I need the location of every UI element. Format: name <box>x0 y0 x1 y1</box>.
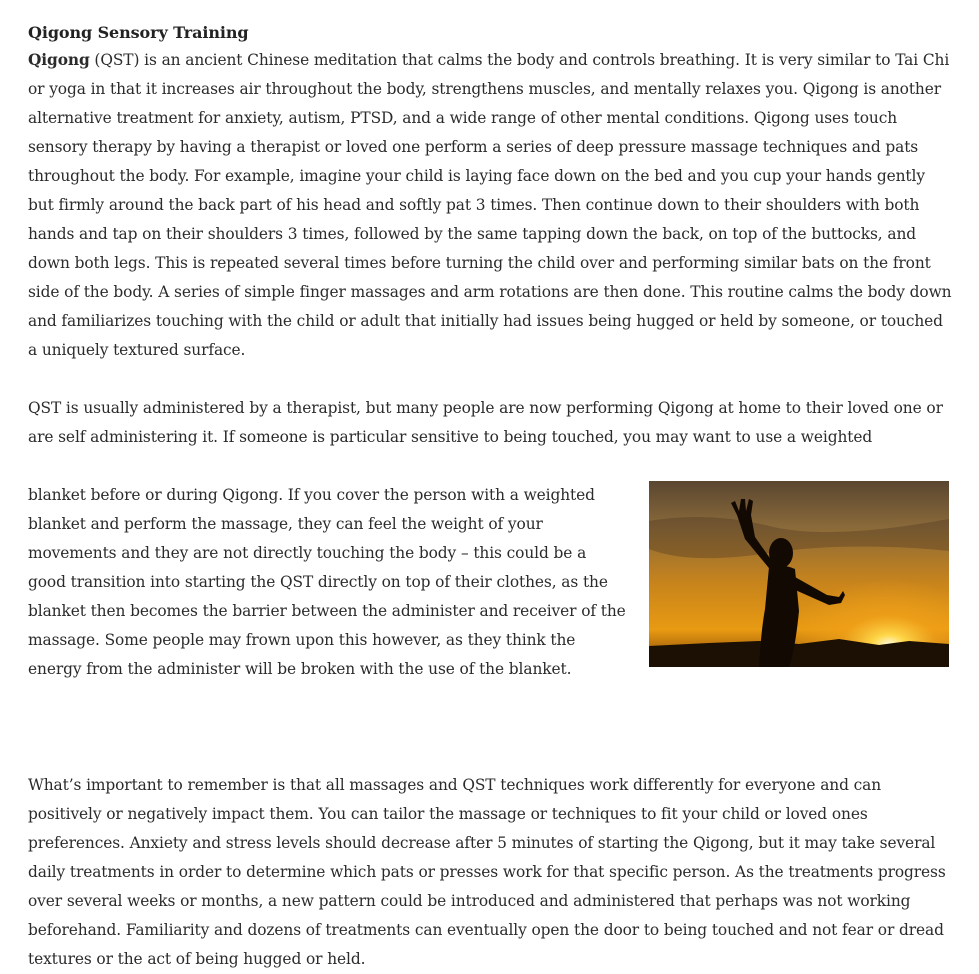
paragraph-intro <box>28 46 953 365</box>
article-title: Qigong Sensory Training <box>28 23 249 42</box>
paragraph-spacer <box>28 742 953 771</box>
intro-lead-word: Qigong <box>28 51 90 69</box>
paragraph-administration: QST is usually administered by a therapist, but many people are now performing Qigong at home to their loved one or are self administering it. If someone is particular sensitive to being touched, you may want to use a weighted <box>28 399 943 446</box>
qigong-sunset-photo <box>649 481 949 667</box>
paragraph-spacer <box>28 452 953 481</box>
image-text-block <box>28 481 953 742</box>
paragraph-spacer <box>28 365 953 394</box>
paragraph-conclusion: What’s important to remember is that all massages and QST techniques work differently for everyone and can positively or negatively impact them. You can tailor the massage or techniques to fit your child or loved ones preferences. Anxiety and stress levels should decrease after 5 minutes of starting the Qigong, but it may take several daily treatments in order to determine which pats or presses work for that specific person. As the treatments progress over several weeks or months, a new pattern could be introduced and administered that perhaps was not working beforehand. Familiarity and dozens of treatments can eventually open the door to being touched and not fear or dread textures or the act of being hugged or held. <box>28 776 946 968</box>
article <box>28 20 953 974</box>
paragraph-weighted-blanket: blanket before or during Qigong. If you cover the person with a weighted blanket and perform the massage, they can feel the weight of your movements and they are not directly touching the body – this could be a good transition into starting the QST directly on top of their clothes, as the blanket then becomes the barrier between the administer and receiver of the massage. Some people may frown upon this however, as they think the energy from the administer will be broken with the use of the blanket. <box>28 486 626 678</box>
intro-text: (QST) is an ancient Chinese meditation that calms the body and controls breathing. It is very similar to Tai Chi or yoga in that it increases air throughout the body, strengthens muscles, and mentally relaxes you. Qigong is another alternative treatment for anxiety, autism, PTSD, and a wide range of other mental conditions. Qigong uses touch sensory therapy by having a therapist or loved one perform a series of deep pressure massage techniques and pats throughout the body. For example, imagine your child is laying face down on the bed and you cup your hands gently but firmly around the back part of his head and softly pat 3 times. Then continue down to their shoulders with both hands and tap on their shoulders 3 times, followed by the same tapping down the back, on top of the buttocks, and down both legs. This is repeated several times before turning the child over and performing similar bats on the front side of the body. A series of simple finger massages and arm rotations are then done. This routine calms the body down and familiarizes touching with the child or adult that initially had issues being hugged or held by someone, or touched a uniquely textured surface. <box>28 51 952 359</box>
